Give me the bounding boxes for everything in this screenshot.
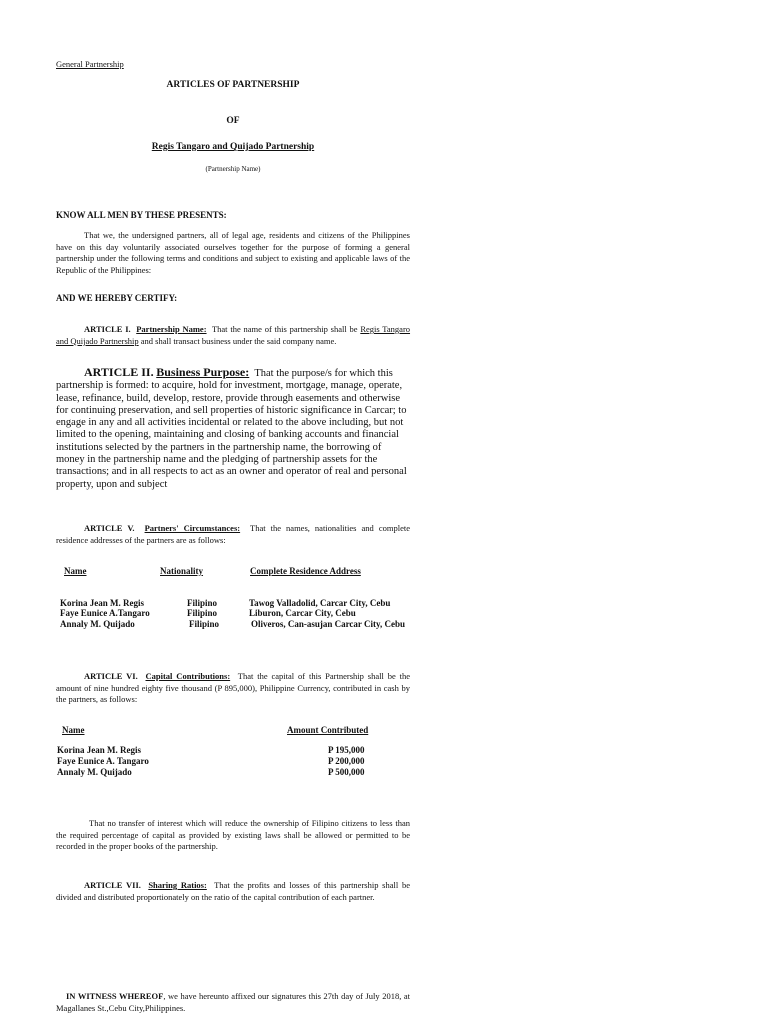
intro-body: That we, the undersigned partners, all of legal age, residents and citizens of the Philippines have on this day voluntarily associated ourselves together for the purpose of forming a general partnership under the following terms and conditions and subject to existing and applicable laws of the Republic of the Philippines: — [56, 230, 410, 275]
partners-col-address: Complete Residence Address — [250, 566, 361, 576]
partner-name: Annaly M. Quijado — [60, 619, 135, 629]
partners-col-name: Name — [64, 566, 87, 576]
article-1-text-before: That the name of this partnership shall be — [211, 324, 358, 334]
article-5-text: That the names, nationalities and complete residence addresses of the partners are as follows: — [56, 523, 410, 545]
partner-address: Tawog Valladolid, Carcar City, Cebu — [249, 598, 391, 608]
partner-name: Korina Jean M. Regis — [60, 598, 144, 608]
partnership-name-heading: Regis Tangaro and Quijado Partnership — [151, 142, 315, 152]
article-7-title: Sharing Ratios: — [148, 880, 207, 890]
table-row — [0, 756, 768, 767]
partnership-name-caption: (Partnership Name) — [205, 165, 261, 173]
witness-lead: IN WITNESS WHEREOF — [66, 991, 164, 1001]
partner-nationality: Filipino — [187, 608, 218, 618]
article-2-number: ARTICLE II. — [84, 365, 154, 379]
article-5 — [56, 523, 410, 546]
article-7 — [56, 880, 410, 903]
contribution-amount: P 200,000 — [328, 756, 365, 766]
intro-heading: KNOW ALL MEN BY THESE PRESENTS: — [56, 210, 227, 220]
article-7-number: ARTICLE VII. — [84, 880, 141, 890]
contribution-amount: P 195,000 — [328, 745, 365, 755]
contrib-col-name: Name — [62, 725, 85, 735]
table-row — [0, 767, 768, 778]
table-row — [0, 745, 768, 756]
partner-address: Liburon, Carcar City, Cebu — [249, 608, 356, 618]
article-2-title: Business Purpose: — [156, 365, 250, 379]
transfer-note: That no transfer of interest which will reduce the ownership of Filipino citizens to less than the required percentage of capital as provided by existing laws shall be allowed or permitted to be recorded in the proper books of the partnership. — [56, 818, 410, 851]
contributor-name: Korina Jean M. Regis — [57, 745, 141, 755]
article-5-title: Partners' Circumstances: — [144, 523, 241, 533]
article-6-text: That the capital of this Partnership shall be the amount of nine hundred eighty five thousand (P 895,000), Philippine Currency, contributed in cash by the partners, as follows: — [56, 671, 410, 704]
certify-heading: AND WE HEREBY CERTIFY: — [56, 293, 178, 303]
article-1 — [56, 324, 410, 347]
partner-address: Oliveros, Can-asujan Carcar City, Cebu — [251, 619, 406, 629]
contribution-amount: P 500,000 — [328, 767, 365, 777]
document-title: ARTICLES OF PARTNERSHIP — [166, 80, 300, 90]
article-6-title: Capital Contributions: — [145, 671, 231, 681]
table-row — [0, 619, 768, 630]
contributor-name: Annaly M. Quijado — [57, 767, 132, 777]
article-1-title: Partnership Name: — [136, 324, 207, 334]
contrib-col-amount: Amount Contributed — [287, 725, 369, 735]
document-category: General Partnership — [56, 59, 124, 69]
contributor-name: Faye Eunice A. Tangaro — [57, 756, 149, 766]
witness-clause — [56, 991, 410, 1014]
article-6 — [56, 671, 410, 706]
document-of: OF — [226, 116, 240, 126]
article-1-name: Regis Tangaro and Quijado Partnership — [56, 324, 411, 346]
partners-col-nationality: Nationality — [160, 566, 204, 576]
article-1-number: ARTICLE I. — [84, 324, 131, 334]
witness-text: , we have hereunto affixed our signatures this 27th day of July 2018, at Magallanes St.,Cebu City,Philippines. — [56, 991, 410, 1013]
article-2-text: That the purpose/s for which this partnership is formed: to acquire, hold for investment, mortgage, manage, operate, lease, refinance, build, develop, restore, provide through easements and otherwise for continuing preservation, and sell properties of historic significance in Carcar; to engage in any and all activities incidental or related to the above including, but not limited to the opening, maintaining and closing of banking accounts and financial institutions selected by the partners in the partnership name, the borrowing of money in the partnership name and the pledging of partnership assets for the transactions; and in all respects to act as an owner and operator of real and personal property, upon and subject — [56, 368, 407, 490]
partner-nationality: Filipino — [189, 619, 220, 629]
article-7-text: That the profits and losses of this partnership shall be divided and distributed proportionately on the ratio of the capital contribution of each partner. — [56, 880, 410, 902]
table-row — [0, 608, 768, 619]
article-6-number: ARTICLE VI. — [84, 671, 138, 681]
article-1-text-after: and shall transact business under the said company name. — [140, 335, 337, 346]
article-5-number: ARTICLE V. — [84, 523, 135, 533]
partner-name: Faye Eunice A.Tangaro — [60, 608, 150, 618]
partner-nationality: Filipino — [187, 598, 218, 608]
article-2 — [56, 365, 410, 490]
